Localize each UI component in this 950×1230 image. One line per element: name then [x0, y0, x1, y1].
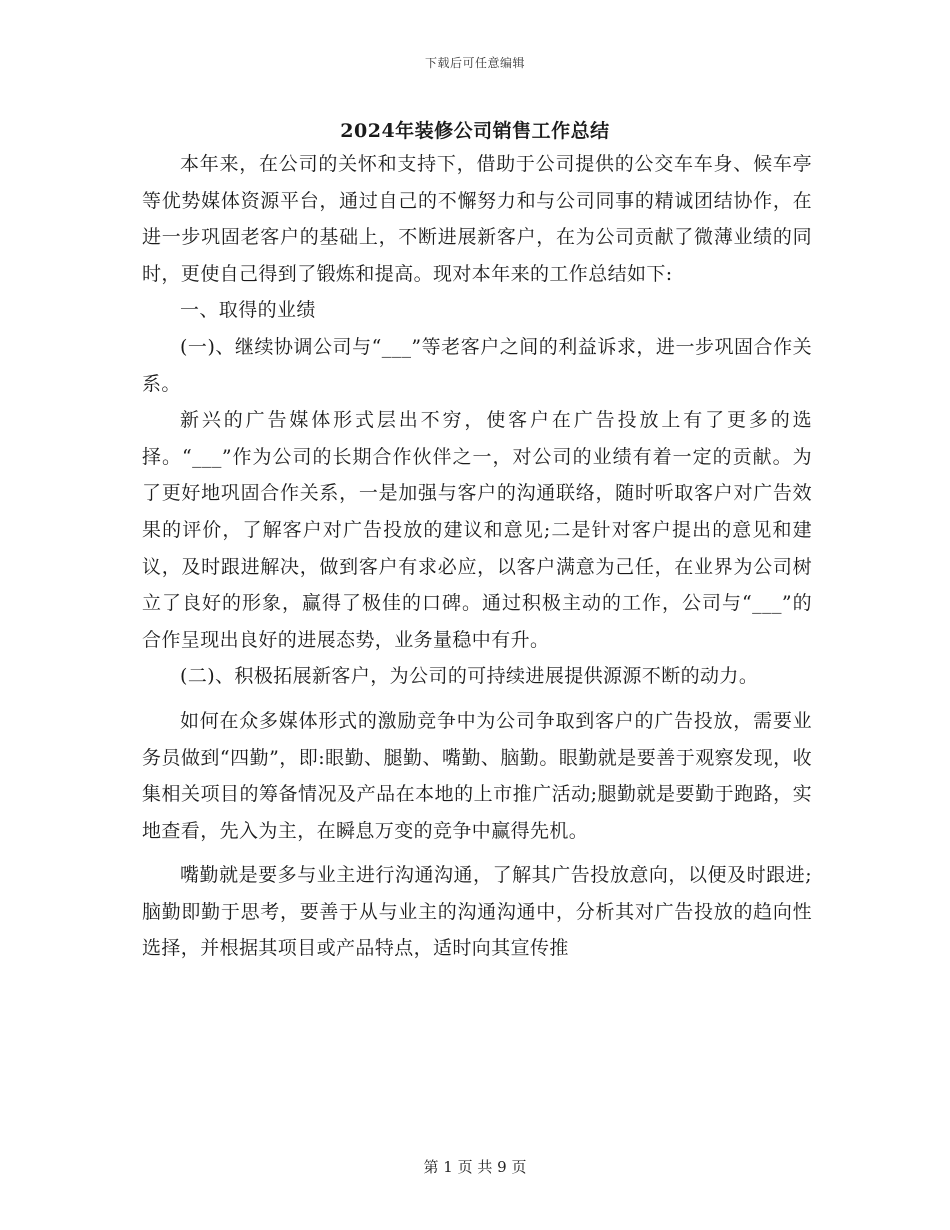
page-number: 第 1 页 共 9 页: [423, 1158, 527, 1176]
section-heading-achievements: 一、取得的业绩: [180, 299, 316, 322]
document-title: 2024年装修公司销售工作总结: [340, 120, 610, 142]
paragraph-intro: 本年来，在公司的关怀和支持下，借助于公司提供的公交车车身、候车亭等优势媒体资源平台，通过自己的不懈努力和与公司同事的精诚团结协作，在进一步巩固老客户的基础上，不断进展新客户，在为公司贡献了微薄业绩的同时，更使自己得到了锻炼和提高。现对本年来的工作总结如下:: [142, 153, 812, 285]
subsection-heading-2: (二)、积极拓展新客户，为公司的可持续进展提供源源不断的动力。: [180, 665, 759, 688]
paragraph-four-diligences: 如何在众多媒体形式的激励竞争中为公司争取到客户的广告投放，需要业务员做到“四勤”，即:眼勤、腿勤、嘴勤、脑勤。眼勤就是要善于观察发现，收集相关项目的筹备情况及产品在本地的上市推广活动;腿勤就是要勤于跑路，实地查看，先入为主，在瞬息万变的竞争中赢得先机。: [142, 709, 812, 842]
header-note: 下载后可任意编辑: [424, 56, 525, 70]
paragraph-old-clients: 新兴的广告媒体形式层出不穷，使客户在广告投放上有了更多的选择。“___”作为公司的长期合作伙伴之一，对公司的业绩有着一定的贡献。为了更好地巩固合作关系，一是加强与客户的沟通联络，随时听取客户对广告效果的评价，了解客户对广告投放的建议和意见;二是针对客户提出的意见和建议，及时跟进解决，做到客户有求必应，以客户满意为己任，在业界为公司树立了良好的形象，赢得了极佳的口碑。通过积极主动的工作，公司与“___”的合作呈现出良好的进展态势，业务量稳中有升。: [142, 409, 812, 651]
subsection-heading-1: (一)、继续协调公司与“___”等老客户之间的利益诉求，进一步巩固合作关系。: [142, 335, 812, 395]
document-body: [142, 146, 812, 967]
paragraph-mouth-brain: 嘴勤就是要多与业主进行沟通沟通，了解其广告投放意向，以便及时跟进;脑勤即勤于思考，要善于从与业主的沟通沟通中，分析其对广告投放的趋向性选择，并根据其项目或产品特点，适时向其宣传推: [142, 864, 812, 960]
